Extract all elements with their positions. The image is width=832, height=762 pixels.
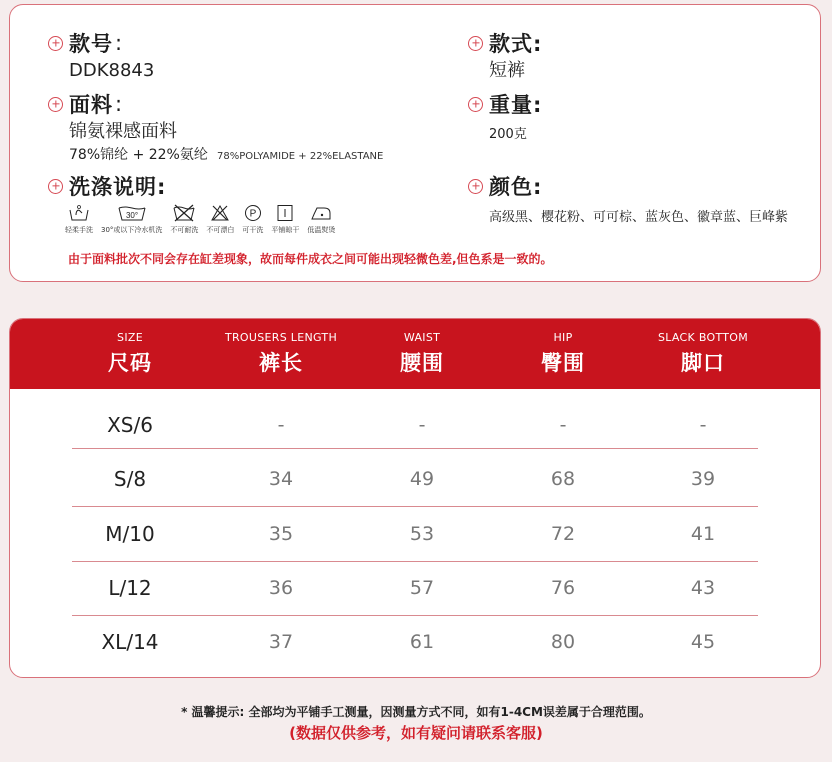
wash-temp-text: 30° bbox=[125, 211, 138, 220]
product-info-card bbox=[9, 4, 821, 282]
cell-hip: 76 bbox=[550, 577, 576, 599]
cell-waist: 49 bbox=[409, 468, 435, 490]
header-bottom-en: SLACK BOTTOM bbox=[657, 331, 749, 344]
cell-size: S/8 bbox=[113, 467, 147, 491]
header-hip-cn: 臀围 bbox=[541, 351, 585, 375]
style-number-label: 款号 bbox=[69, 32, 113, 56]
header-bottom-cn: 脚口 bbox=[681, 351, 725, 375]
cell-waist: 57 bbox=[409, 577, 435, 599]
flat-dry-item bbox=[271, 203, 299, 235]
low-iron-icon bbox=[309, 203, 333, 223]
dry-clean-letter: P bbox=[249, 208, 257, 220]
cell-size: XS/6 bbox=[107, 413, 153, 437]
plus-circle-icon bbox=[48, 97, 63, 112]
measurement-tip: * 温馨提示: 全部均为平铺手工测量，因测量方式不同，如有1-4CM误差属于合理范围。 bbox=[181, 705, 651, 719]
row-divider bbox=[72, 448, 758, 449]
wash-30-item bbox=[101, 203, 162, 235]
cell-waist: 53 bbox=[409, 523, 435, 545]
washing-field bbox=[48, 173, 335, 235]
cell-length: 37 bbox=[268, 631, 294, 653]
header-size bbox=[50, 331, 210, 377]
no-machine-wash-item bbox=[170, 203, 198, 235]
plus-circle-icon bbox=[468, 36, 483, 51]
dry-clean-icon bbox=[243, 203, 263, 223]
cell-bottom: - bbox=[699, 414, 707, 436]
weight-value: 200克 bbox=[489, 127, 527, 142]
no-bleach-item bbox=[206, 203, 234, 235]
wash-30-icon bbox=[117, 203, 147, 223]
flat-dry-label: 平铺晾干 bbox=[271, 226, 300, 234]
plus-circle-icon bbox=[48, 36, 63, 51]
dry-clean-label: 可干洗 bbox=[242, 226, 264, 234]
low-iron-item bbox=[307, 203, 335, 235]
no-bleach-label: 不可漂白 bbox=[206, 226, 235, 234]
style-label: 款式: bbox=[489, 32, 543, 56]
header-length-cn: 裤长 bbox=[259, 351, 303, 375]
low-iron-label: 低温熨烫 bbox=[307, 226, 336, 234]
table-row bbox=[72, 452, 758, 506]
cell-bottom: 43 bbox=[690, 577, 716, 599]
header-hip bbox=[483, 331, 643, 377]
header-length bbox=[201, 331, 361, 377]
fabric-value: 锦氨裸感面料 bbox=[69, 121, 177, 142]
cell-bottom: 39 bbox=[690, 468, 716, 490]
colors-label: 颜色: bbox=[489, 175, 543, 199]
style-number-value: DDK8843 bbox=[69, 60, 155, 81]
style-value: 短裤 bbox=[489, 60, 525, 81]
table-row bbox=[72, 615, 758, 669]
fabric-field bbox=[48, 91, 383, 165]
style-number-sep: : bbox=[115, 31, 124, 55]
header-waist-en: WAIST bbox=[403, 331, 441, 344]
hand-wash-label: 轻柔手洗 bbox=[65, 226, 93, 234]
plus-circle-icon bbox=[468, 179, 483, 194]
header-bottom bbox=[623, 331, 783, 377]
cell-size: L/12 bbox=[108, 576, 152, 600]
table-row bbox=[72, 507, 758, 561]
flat-dry-icon bbox=[275, 203, 295, 223]
cell-hip: 80 bbox=[550, 631, 576, 653]
washing-label: 洗涤说明: bbox=[69, 175, 167, 199]
header-size-en: SIZE bbox=[117, 331, 143, 344]
weight-field bbox=[468, 91, 542, 142]
header-length-en: TROUSERS LENGTH bbox=[224, 331, 338, 344]
care-symbols bbox=[65, 203, 335, 235]
hand-wash-icon bbox=[68, 203, 90, 223]
no-bleach-icon bbox=[210, 203, 230, 223]
plus-circle-icon bbox=[48, 179, 63, 194]
fabric-composition-en: 78%POLYAMIDE + 22%ELASTANE bbox=[216, 151, 384, 162]
no-machine-wash-label: 不可耐洗 bbox=[170, 226, 199, 234]
cell-length: 34 bbox=[268, 468, 294, 490]
table-row bbox=[72, 398, 758, 452]
style-number-field bbox=[48, 30, 154, 83]
dry-clean-item bbox=[242, 203, 263, 235]
cell-length: 35 bbox=[268, 523, 294, 545]
cell-waist: - bbox=[418, 414, 426, 436]
fabric-composition-cn: 78%锦纶 + 22%氨纶 bbox=[69, 147, 208, 163]
cell-bottom: 45 bbox=[690, 631, 716, 653]
weight-label: 重量: bbox=[489, 93, 543, 117]
cell-size: M/10 bbox=[105, 522, 155, 546]
cell-length: 36 bbox=[268, 577, 294, 599]
cell-size: XL/14 bbox=[101, 630, 159, 654]
size-table-header bbox=[10, 319, 820, 389]
cell-hip: - bbox=[559, 414, 567, 436]
size-table-card bbox=[9, 318, 821, 678]
reference-note: (数据仅供参考，如有疑问请联系客服) bbox=[289, 724, 543, 742]
cell-length: - bbox=[277, 414, 285, 436]
header-hip-en: HIP bbox=[553, 331, 573, 344]
fabric-label: 面料 bbox=[69, 93, 113, 117]
cell-waist: 61 bbox=[409, 631, 435, 653]
plus-circle-icon bbox=[468, 97, 483, 112]
wash-30-label: 30°或以下冷水机洗 bbox=[101, 226, 163, 234]
no-machine-wash-icon bbox=[172, 203, 196, 223]
colors-field bbox=[468, 173, 788, 225]
style-field bbox=[468, 30, 542, 83]
cell-hip: 68 bbox=[550, 468, 576, 490]
header-waist-cn: 腰围 bbox=[400, 351, 444, 375]
color-difference-warning: 由于面料批次不同会存在缸差现象，故而每件成衣之间可能出现轻微色差,但色系是一致的。 bbox=[68, 252, 553, 266]
cell-hip: 72 bbox=[550, 523, 576, 545]
colors-value: 高级黑、樱花粉、可可棕、蓝灰色、徽章蓝、巨峰紫 bbox=[489, 210, 789, 225]
hand-wash-item bbox=[65, 203, 93, 235]
cell-bottom: 41 bbox=[690, 523, 716, 545]
header-size-cn: 尺码 bbox=[108, 351, 152, 375]
table-row bbox=[72, 561, 758, 615]
header-waist bbox=[342, 331, 502, 377]
fabric-sep: : bbox=[115, 92, 124, 116]
